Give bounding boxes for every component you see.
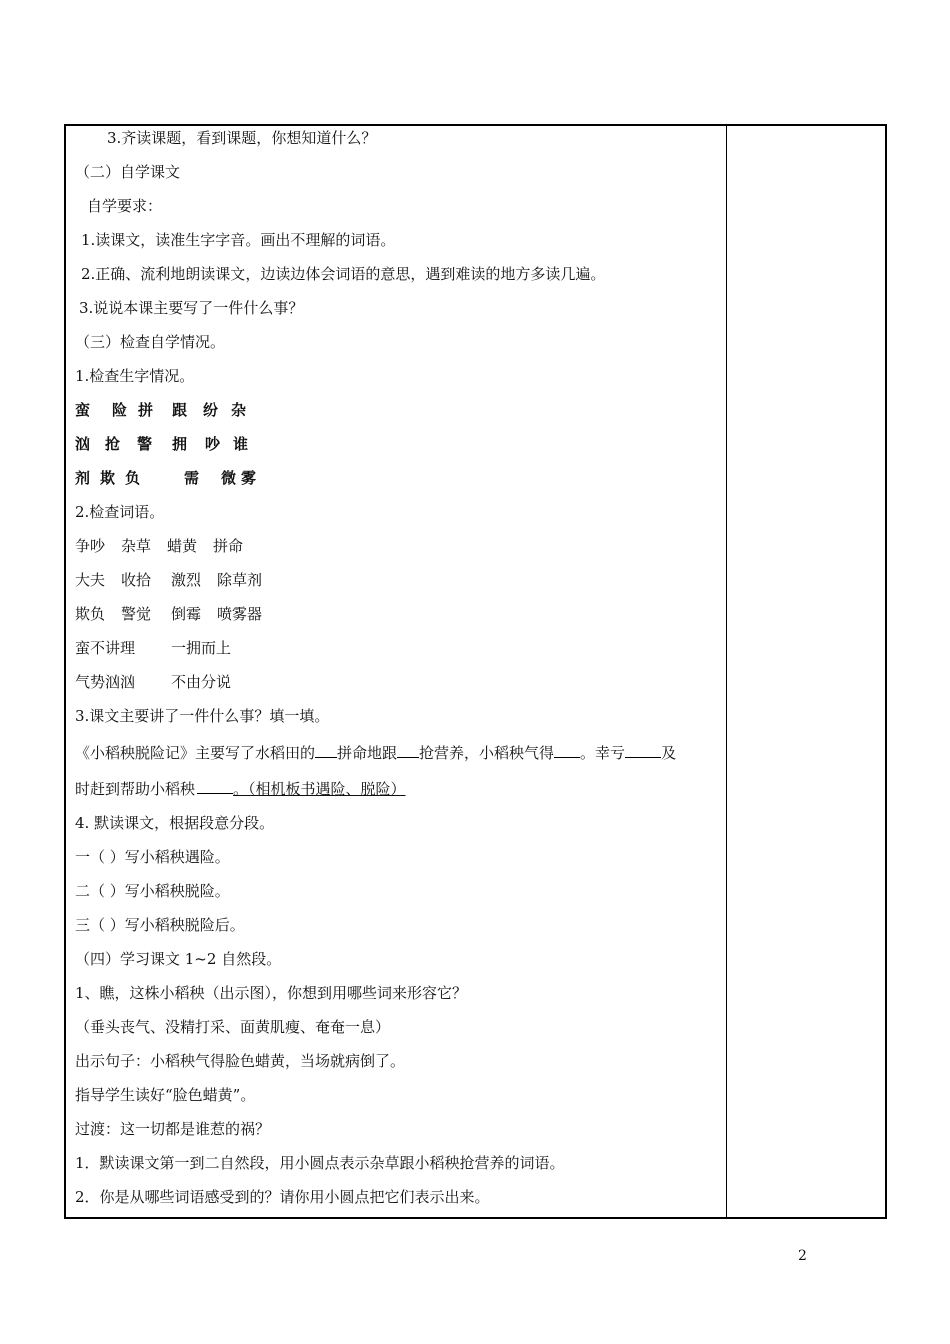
text-line: 1．默读课文第一到二自然段，用小圆点表示杂草跟小稻秧抢营养的词语。 <box>75 1154 565 1172</box>
text-line: 2．你是从哪些词语感受到的？请你用小圆点把它们表示出来。 <box>75 1188 490 1206</box>
fill-text: 。幸亏 <box>580 744 626 762</box>
text-line: 过渡：这一切都是谁惹的祸？ <box>75 1120 271 1138</box>
text-line: 三（ ）写小稻秧脱险后。 <box>75 916 245 934</box>
text-line: 1.读课文，读准生字字音。画出不理解的词语。 <box>81 231 396 249</box>
word: 大夫 <box>75 571 106 589</box>
text-line: 3.说说本课主要写了一件什么事？ <box>79 299 304 317</box>
character: 抢 <box>105 435 121 453</box>
character: 纷 <box>203 401 219 419</box>
character: 负 <box>125 469 141 487</box>
text-line: 1.检查生字情况。 <box>75 367 195 385</box>
fill-blank <box>315 742 337 758</box>
text-line: 2.正确、流利地朗读课文，边读边体会词语的意思，遇到难读的地方多读几遍。 <box>81 265 606 283</box>
word: 拼命 <box>213 537 244 555</box>
word: 气势汹汹 <box>75 673 136 691</box>
fill-text: 拼命地跟 <box>337 744 398 762</box>
section-heading: （三）检查自学情况。 <box>75 333 226 351</box>
section-heading: （四）学习课文 1~2 自然段。 <box>75 950 282 968</box>
word-row <box>75 638 231 658</box>
text-line: 4. 默读课文，根据段意分段。 <box>75 814 275 832</box>
character: 谁 <box>233 435 249 453</box>
character: 拼 <box>138 401 154 419</box>
word: 倒霉 <box>171 605 202 623</box>
fill-text: 抢营养，小稻秧气得 <box>419 744 555 762</box>
text-line: 3.课文主要讲了一件什么事？填一填。 <box>75 707 330 725</box>
text-line: 1、瞧，这株小稻秧（出示图），你想到用哪些词来形容它？ <box>75 984 468 1002</box>
text-line: 一（ ）写小稻秧遇险。 <box>75 848 230 866</box>
fill-blank <box>625 742 661 758</box>
word: 一拥而上 <box>171 639 232 657</box>
word-row <box>75 604 262 624</box>
text-line: 指导学生读好“脸色蜡黄”。 <box>75 1086 256 1104</box>
character: 汹 <box>75 435 91 453</box>
word-row <box>75 570 262 590</box>
text-line: 自学要求： <box>87 197 163 215</box>
character: 跟 <box>172 401 188 419</box>
character: 剂 <box>75 469 91 487</box>
text-line: 出示句子：小稻秧气得脸色蜡黄，当场就病倒了。 <box>75 1052 406 1070</box>
character: 欺 <box>100 469 116 487</box>
character: 警 <box>137 435 153 453</box>
text-line: 二（ ）写小稻秧脱险。 <box>75 882 230 900</box>
word: 收拾 <box>121 571 152 589</box>
character: 蛮 <box>75 401 91 419</box>
word: 争吵 <box>75 537 106 555</box>
character: 吵 <box>205 435 221 453</box>
word-row <box>75 536 243 556</box>
character-row <box>75 468 256 488</box>
fill-blank <box>397 742 419 758</box>
character: 杂 <box>231 401 247 419</box>
text-line: 2.检查词语。 <box>75 503 165 521</box>
text-line: 3.齐读课题，看到课题，你想知道什么？ <box>107 129 377 147</box>
character-row <box>75 400 246 420</box>
word: 杂草 <box>121 537 152 555</box>
word: 欺负 <box>75 605 106 623</box>
character: 需 <box>184 469 200 487</box>
fill-text: 《小稻秧脱险记》主要写了水稻田的 <box>75 744 316 762</box>
character: 微 <box>221 469 237 487</box>
word: 警觉 <box>121 605 152 623</box>
character-row <box>75 434 248 454</box>
page-number: 2 <box>798 1248 807 1264</box>
word: 蛮不讲理 <box>75 639 136 657</box>
word: 激烈 <box>171 571 202 589</box>
word-row <box>75 672 231 692</box>
word: 喷雾器 <box>217 605 263 623</box>
board-note: 。（相机板书遇险、脱险） <box>233 780 406 798</box>
column-divider <box>726 124 727 1219</box>
fill-in-line <box>75 742 676 763</box>
character: 拥 <box>172 435 188 453</box>
word: 蜡黄 <box>167 537 198 555</box>
section-heading: （二）自学课文 <box>75 163 181 181</box>
character: 险 <box>112 401 128 419</box>
fill-text: 及 <box>661 744 677 762</box>
fill-text: 时赶到帮助小稻秧 <box>75 780 196 798</box>
word: 除草剂 <box>217 571 263 589</box>
fill-blank <box>554 742 580 758</box>
fill-blank <box>197 778 233 794</box>
character: 雾 <box>241 469 257 487</box>
text-line: （垂头丧气、没精打采、面黄肌瘦、奄奄一息） <box>75 1018 391 1036</box>
fill-in-line <box>75 778 406 799</box>
word: 不由分说 <box>171 673 232 691</box>
